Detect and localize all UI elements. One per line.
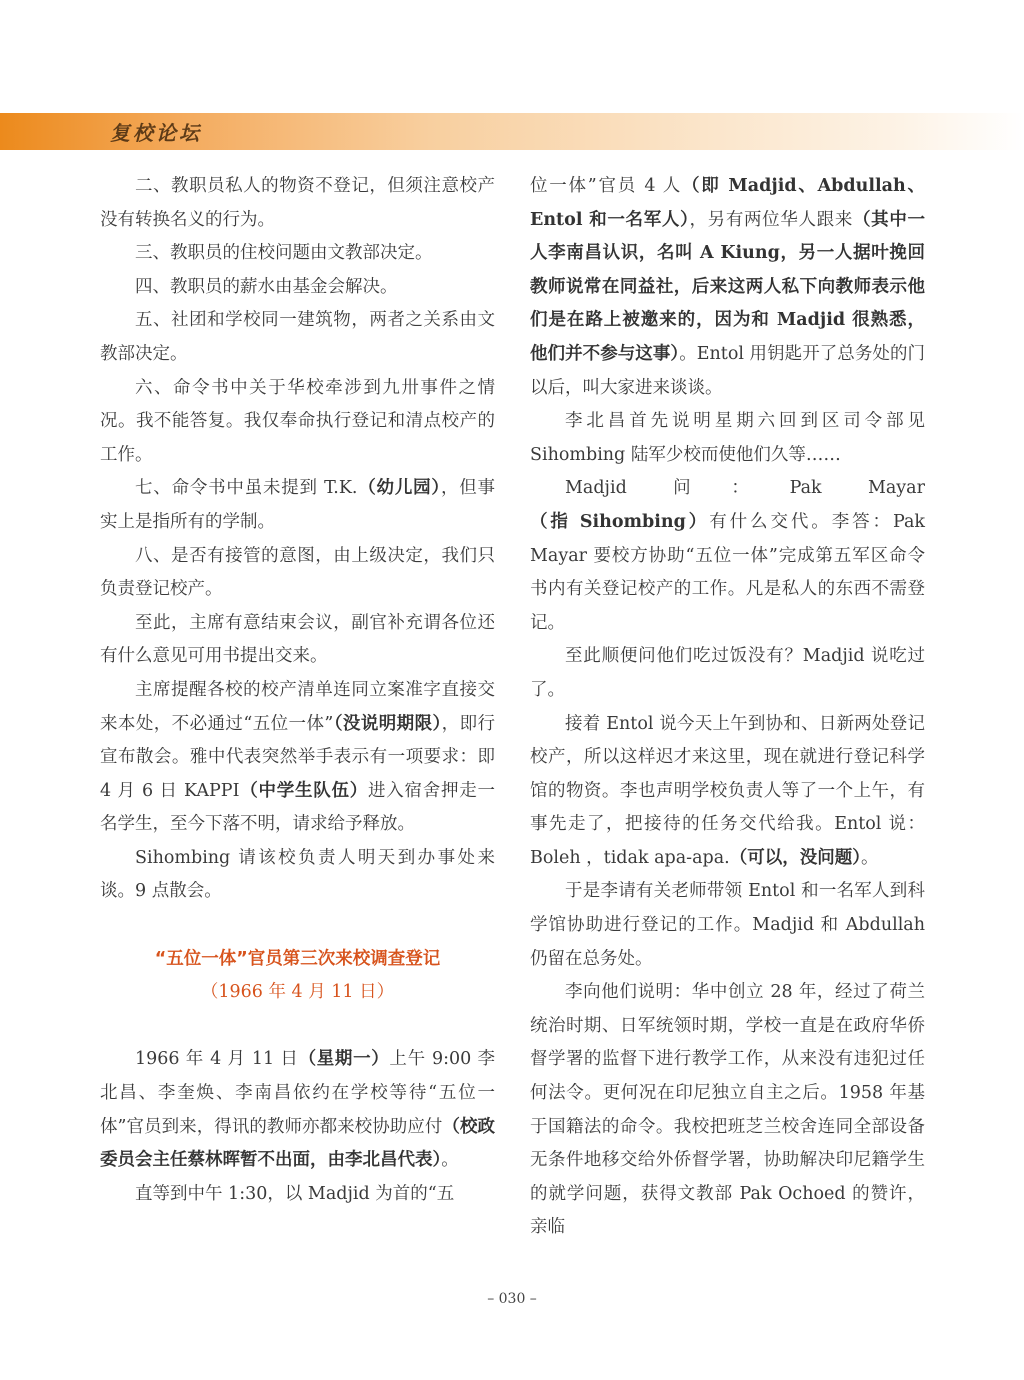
text: 。	[860, 847, 879, 868]
paragraph	[530, 472, 925, 640]
paragraph: 李向他们说明：华中创立 28 年，经过了荷兰统治时期、日军统领时期，学校一直是在政府华侨督学署的监督下进行教学工作，从来没有违犯过任何法令。更何况在印尼独立自主之后。1958 年基于国籍法的命令。我校把班芝兰校舍连同全部设备无条件地移交给外侨督学署，协助解决印尼籍学生的就学问题，获得文教部 Pak Ochoed 的赞许，亲临	[530, 982, 925, 1238]
text: 。	[441, 1150, 459, 1171]
text: 主席提醒各校的校产清单连同立案准字直接交来本处，不必通过“五位一体”	[100, 679, 495, 734]
spacer	[100, 1010, 495, 1044]
annotation: （即 Madjid、Abdullah、Entol 和一名军人）	[530, 176, 925, 230]
paragraph: 八、是否有接管的意图，由上级决定，我们只负责登记校产。	[100, 545, 495, 600]
text: 接着 Entol 说今天上午到协和、日新两处登记校产，所以这样迟才来这里，现在就进行登记科学馆的物资。李也声明学校负责人等了一个上午，有事先走了，把接待的任务交代给我。Entol 说：Boleh ，tidak apa-apa.	[530, 713, 925, 868]
text: ，即行宣布散会。雅中代表突然举手表示有一项要求：即 4 月 6 日 KAPPI	[100, 713, 496, 801]
paragraph: 二、教职员私人的物资不登记，但须注意校产没有转换名义的行为。	[100, 176, 495, 230]
paragraph: 至此顺便问他们吃过饭没有？Madjid 说吃过了。	[530, 646, 925, 700]
text: 。Entol 用钥匙开了总务处的门以后，叫大家进来谈谈。	[530, 343, 925, 398]
paragraph: Sihombing 请该校负责人明天到办事处来谈。9 点散会。	[100, 847, 495, 902]
text: 位一体”官员 4 人	[530, 176, 683, 196]
annotation: （可以，没问题）	[729, 847, 861, 868]
paragraph	[100, 472, 495, 539]
section-header-title: 复校论坛	[110, 121, 202, 145]
paragraph	[530, 170, 925, 405]
text: 有什么交代。李答：Pak Mayar 要校方协助“五位一体”完成第五军区命令书内有关登记校产的工作。凡是私人的东西不需登记。	[530, 511, 925, 633]
paragraph: 于是李请有关老师带领 Entol 和一名军人到科学馆协助进行登记的工作。Madjid 和 Abdullah 仍留在总务处。	[530, 881, 925, 969]
paragraph: 至此，主席有意结束会议，副官补充谓各位还有什么意见可用书提出交来。	[100, 612, 495, 667]
paragraph: 直等到中午 1:30，以 Madjid 为首的“五	[135, 1183, 455, 1204]
text: 1966 年 4 月 11 日	[135, 1049, 299, 1070]
annotation: （校政委员会主任蔡林晖暂不出面，由李北昌代表）	[100, 1116, 496, 1171]
paragraph	[100, 674, 495, 842]
paragraph: 六、命令书中关于华校牵涉到九卅事件之情况。我不能答复。我仅奉命执行登记和清点校产的工作。	[100, 377, 495, 465]
text: ，但事实上是指所有的学制。	[100, 478, 496, 532]
text: 七、命令书中虽未提到 T.K.	[135, 478, 358, 499]
paragraph	[530, 708, 925, 876]
annotation: （星期一）	[298, 1049, 390, 1070]
text: 上午 9:00 李北昌、李奎焕、李南昌依约在学校等待“五位一体”官员到来，得讯的教师亦都来校协助应付	[100, 1049, 495, 1137]
header-band	[0, 113, 1024, 150]
annotation: （中学生队伍）	[239, 780, 369, 801]
annotation: （没说明期限）	[333, 713, 442, 734]
paragraph	[100, 1043, 495, 1177]
page-number: – 030 –	[487, 1291, 537, 1307]
annotation: （指 Sihombing）	[530, 511, 710, 532]
text: 进入宿舍押走一名学生，至今下落不明，请求给予释放。	[100, 780, 496, 835]
text: ，另有两位华人跟来	[689, 209, 853, 230]
left-column	[100, 170, 495, 1211]
right-column	[530, 170, 925, 1245]
paragraph: 四、教职员的薪水由基金会解决。	[135, 276, 398, 297]
text: Madjid 问：Pak Mayar	[565, 478, 925, 499]
paragraph: 三、教职员的住校问题由文教部决定。	[135, 243, 433, 264]
section-heading: “五位一体”官员第三次来校调查登记	[154, 948, 441, 969]
paragraph: 五、社团和学校同一建筑物，两者之关系由文教部决定。	[100, 310, 495, 364]
annotation: （其中一人李南昌认识，名叫 A Kiung，另一人据叶挽回教师说常在同益社，后来这两人私下向教师表示他们是在路上被邀来的，因为和 Madjid 很熟悉，他们并不参与这事）	[530, 209, 926, 364]
section-date: （1966 年 4 月 11 日）	[200, 982, 395, 1003]
annotation: （幼儿园）	[357, 478, 441, 499]
paragraph: 李北昌首先说明星期六回到区司令部见 Sihombing 陆军少校而使他们久等……	[530, 411, 925, 465]
